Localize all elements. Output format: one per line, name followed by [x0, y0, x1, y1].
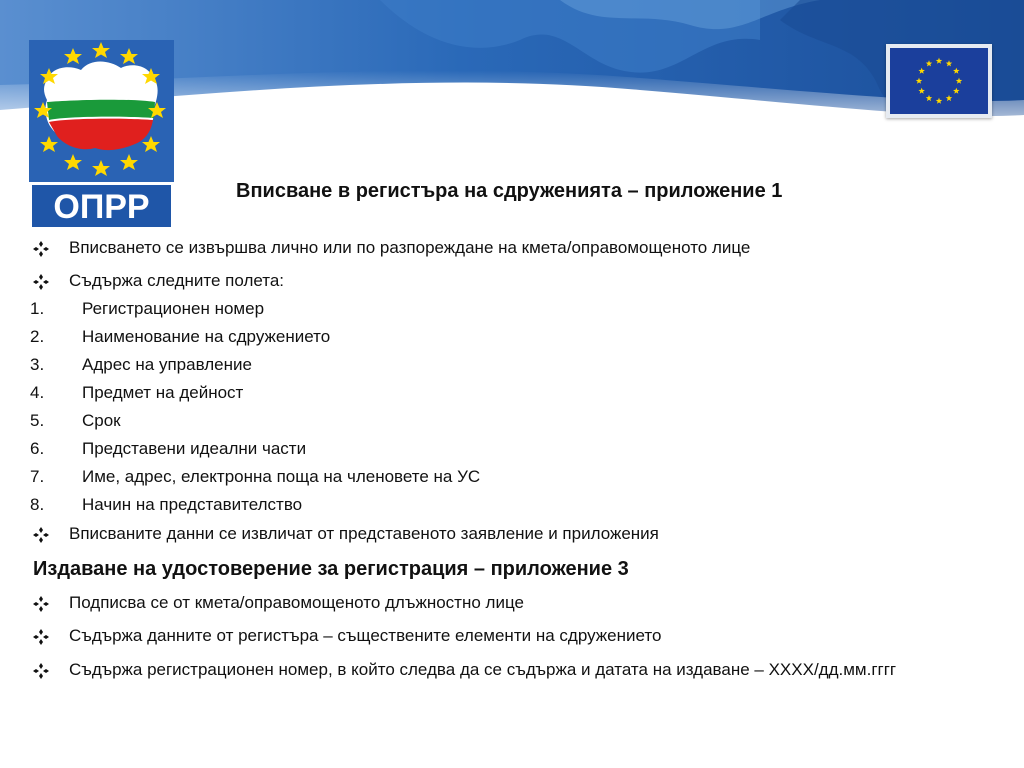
bullet-text: Съдържа данните от регистъра – съществените елементи на сдружението — [69, 626, 662, 645]
item-label: Начин на представителство — [82, 495, 303, 514]
opprr-logo — [29, 40, 174, 230]
section-heading: Издаване на удостоверение за регистрация – приложение 3 — [33, 558, 629, 580]
diamond-bullet-icon — [33, 269, 53, 293]
diamond-bullet-icon — [33, 236, 53, 260]
item-number: 6. — [30, 439, 45, 458]
bullet-text: Съдържа следните полета: — [69, 271, 285, 290]
item-number: 1. — [30, 299, 45, 318]
slide-title: Вписване в регистъра на сдруженията – приложение 1 — [236, 180, 783, 202]
item-number: 5. — [30, 411, 45, 430]
diamond-bullet-icon — [33, 624, 53, 648]
item-label: Срок — [82, 411, 121, 430]
bullet-text: Подписва се от кмета/оправомощеното длъжностно лице — [69, 593, 524, 612]
item-number: 3. — [30, 355, 45, 374]
item-number: 7. — [30, 467, 45, 486]
item-label: Наименование на сдружението — [82, 327, 331, 346]
item-label: Адрес на управление — [82, 355, 252, 374]
item-number: 8. — [30, 495, 45, 514]
item-label: Име, адрес, електронна поща на членовете на УС — [82, 467, 481, 486]
item-label: Регистрационен номер — [82, 299, 265, 318]
diamond-bullet-icon — [33, 591, 53, 615]
logo-text: ОПРР — [53, 188, 150, 226]
eu-flag-icon — [886, 44, 992, 118]
bullet-text: Вписването се извършва лично или по разпореждане на кмета/оправомощеното лице — [69, 238, 751, 257]
item-label: Представени идеални части — [82, 439, 307, 458]
bullet-text: Съдържа регистрационен номер, в който следва да се съдържа и датата на издаване – ХХХХ/дд.мм.гггг — [69, 660, 897, 679]
item-number: 2. — [30, 327, 45, 346]
bullet-text: Вписваните данни се извличат от представеното заявление и приложения — [69, 524, 659, 543]
item-number: 4. — [30, 383, 45, 402]
item-label: Предмет на дейност — [82, 383, 244, 402]
diamond-bullet-icon — [33, 522, 53, 546]
diamond-bullet-icon — [33, 658, 53, 682]
